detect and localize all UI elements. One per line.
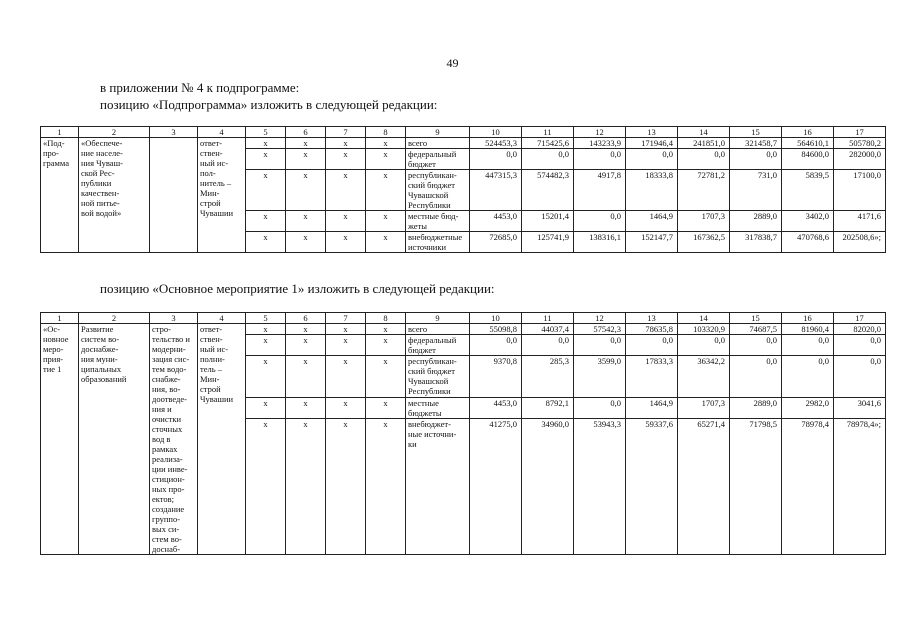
column-number: 4: [198, 127, 246, 138]
main-activity-table: [40, 312, 886, 555]
value-cell: 1464,9: [626, 397, 678, 418]
column-number: 1: [41, 127, 79, 138]
mark-cell: x: [366, 335, 406, 356]
value-cell: 65271,4: [678, 419, 730, 555]
value-cell: 0,0: [574, 149, 626, 170]
mark-cell: x: [246, 335, 286, 356]
mark-cell: x: [326, 397, 366, 418]
table-row: [41, 324, 886, 335]
value-cell: 34960,0: [522, 419, 574, 555]
value-cell: 3041,6: [834, 397, 886, 418]
value-cell: 0,0: [782, 356, 834, 397]
value-cell: 71798,5: [730, 419, 782, 555]
funding-source-cell: внебюджет- ные источни- ки: [406, 419, 470, 555]
value-cell: 72781,2: [678, 170, 730, 211]
value-cell: 8792,1: [522, 397, 574, 418]
mark-cell: x: [246, 232, 286, 253]
mark-cell: x: [326, 138, 366, 149]
value-cell: 1707,3: [678, 397, 730, 418]
executor-cell: ответ- ствен- ный ис- полни- тель – Мин- строй Чувашии: [198, 324, 246, 555]
mark-cell: x: [286, 138, 326, 149]
mark-cell: x: [286, 335, 326, 356]
mark-cell: x: [326, 335, 366, 356]
column-number: 7: [326, 127, 366, 138]
funding-source-cell: федеральный бюджет: [406, 335, 470, 356]
funding-source-cell: местные бюджеты: [406, 397, 470, 418]
executor-cell: ответ- ствен- ный ис- пол- нитель – Мин- строй Чувашии: [198, 138, 246, 253]
mark-cell: x: [326, 211, 366, 232]
column-number: 4: [198, 313, 246, 324]
name-cell: «Обеспече- ние населе- ния Чуваш- ской Рес- публики качествен- ной питье- вой водой»: [79, 138, 150, 253]
value-cell: 78978,4: [782, 419, 834, 555]
value-cell: 72685,0: [470, 232, 522, 253]
value-cell: 0,0: [522, 335, 574, 356]
column-number: 6: [286, 313, 326, 324]
value-cell: 470768,6: [782, 232, 834, 253]
value-cell: 0,0: [470, 149, 522, 170]
value-cell: 505780,2: [834, 138, 886, 149]
value-cell: 82020,0: [834, 324, 886, 335]
mark-cell: x: [286, 211, 326, 232]
value-cell: 53943,3: [574, 419, 626, 555]
value-cell: 321458,7: [730, 138, 782, 149]
funding-source-cell: всего: [406, 324, 470, 335]
mark-cell: x: [326, 324, 366, 335]
mark-cell: x: [366, 356, 406, 397]
value-cell: 0,0: [626, 335, 678, 356]
mark-cell: x: [286, 149, 326, 170]
value-cell: 0,0: [574, 397, 626, 418]
mark-cell: x: [366, 397, 406, 418]
value-cell: 524453,3: [470, 138, 522, 149]
value-cell: 574482,3: [522, 170, 574, 211]
value-cell: 167362,5: [678, 232, 730, 253]
value-cell: 0,0: [730, 335, 782, 356]
value-cell: 4453,0: [470, 211, 522, 232]
value-cell: 317838,7: [730, 232, 782, 253]
column-number: 14: [678, 313, 730, 324]
value-cell: 0,0: [626, 149, 678, 170]
value-cell: 4453,0: [470, 397, 522, 418]
mark-cell: x: [286, 324, 326, 335]
section2-heading: позицию «Основное мероприятие 1» изложить в следующей редакции:: [100, 281, 495, 296]
value-cell: 2982,0: [782, 397, 834, 418]
value-cell: 3402,0: [782, 211, 834, 232]
table-row: [41, 138, 886, 149]
value-cell: 138316,1: [574, 232, 626, 253]
column-number: 11: [522, 127, 574, 138]
page-number: 49: [446, 56, 459, 70]
value-cell: 1707,3: [678, 211, 730, 232]
intro-line-2: позицию «Подпрограмма» изложить в следующей редакции:: [100, 97, 438, 112]
value-cell: 152147,7: [626, 232, 678, 253]
value-cell: 202508,6»;: [834, 232, 886, 253]
mark-cell: x: [326, 149, 366, 170]
value-cell: 715425,6: [522, 138, 574, 149]
mark-cell: x: [286, 170, 326, 211]
mark-cell: x: [366, 324, 406, 335]
value-cell: 78635,8: [626, 324, 678, 335]
value-cell: 18333,8: [626, 170, 678, 211]
value-cell: 17833,3: [626, 356, 678, 397]
value-cell: 81960,4: [782, 324, 834, 335]
column-number: 16: [782, 127, 834, 138]
mark-cell: x: [286, 232, 326, 253]
value-cell: 55098,8: [470, 324, 522, 335]
subprogram-table: [40, 126, 886, 253]
value-cell: 5839,5: [782, 170, 834, 211]
column-number: 6: [286, 127, 326, 138]
value-cell: 171946,4: [626, 138, 678, 149]
value-cell: 9370,8: [470, 356, 522, 397]
mark-cell: x: [246, 397, 286, 418]
column-number: 9: [406, 127, 470, 138]
mark-cell: x: [246, 138, 286, 149]
value-cell: 41275,0: [470, 419, 522, 555]
funding-source-cell: всего: [406, 138, 470, 149]
mark-cell: x: [246, 149, 286, 170]
mark-cell: x: [246, 419, 286, 555]
value-cell: 57542,3: [574, 324, 626, 335]
value-cell: 447315,3: [470, 170, 522, 211]
status-cell: «Ос- новное меро- прия- тие 1: [41, 324, 79, 555]
value-cell: 103320,9: [678, 324, 730, 335]
mark-cell: x: [366, 419, 406, 555]
column-number: 3: [150, 127, 198, 138]
column-number-row: [41, 313, 886, 324]
column-number: 8: [366, 313, 406, 324]
value-cell: 0,0: [834, 335, 886, 356]
name-cell: Развитие систем во- доснабже- ния муни- ципальных образований: [79, 324, 150, 555]
column-number: 5: [246, 313, 286, 324]
value-cell: 2889,0: [730, 211, 782, 232]
column-number: 1: [41, 313, 79, 324]
value-cell: 0,0: [678, 149, 730, 170]
value-cell: 15201,4: [522, 211, 574, 232]
value-cell: 0,0: [470, 335, 522, 356]
column-number: 15: [730, 127, 782, 138]
column-number: 2: [79, 127, 150, 138]
value-cell: 0,0: [834, 356, 886, 397]
funding-source-cell: республикан- ский бюджет Чувашской Республики: [406, 170, 470, 211]
mark-cell: x: [366, 149, 406, 170]
column-number: 3: [150, 313, 198, 324]
mark-cell: x: [366, 138, 406, 149]
value-cell: 241851,0: [678, 138, 730, 149]
mark-cell: x: [246, 324, 286, 335]
funding-source-cell: внебюджетные источники: [406, 232, 470, 253]
column-number: 10: [470, 313, 522, 324]
column-number: 13: [626, 313, 678, 324]
value-cell: 4171,6: [834, 211, 886, 232]
mark-cell: x: [366, 211, 406, 232]
mark-cell: x: [326, 356, 366, 397]
value-cell: 74687,5: [730, 324, 782, 335]
column-number: 11: [522, 313, 574, 324]
column-number: 5: [246, 127, 286, 138]
column-number: 7: [326, 313, 366, 324]
mark-cell: x: [326, 170, 366, 211]
value-cell: 2889,0: [730, 397, 782, 418]
value-cell: 143233,9: [574, 138, 626, 149]
column-number: 17: [834, 127, 886, 138]
funding-source-cell: местные бюд- жеты: [406, 211, 470, 232]
value-cell: 0,0: [782, 335, 834, 356]
column-number: 8: [366, 127, 406, 138]
funding-source-cell: федеральный бюджет: [406, 149, 470, 170]
column-number-row: [41, 127, 886, 138]
mark-cell: x: [286, 419, 326, 555]
mark-cell: x: [326, 232, 366, 253]
column-number: 17: [834, 313, 886, 324]
value-cell: 17100,0: [834, 170, 886, 211]
value-cell: 36342,2: [678, 356, 730, 397]
value-cell: 1464,9: [626, 211, 678, 232]
column-number: 12: [574, 127, 626, 138]
intro-line-1: в приложении № 4 к подпрограмме:: [100, 80, 300, 95]
value-cell: 78978,4»;: [834, 419, 886, 555]
value-cell: 0,0: [522, 149, 574, 170]
value-cell: 0,0: [574, 335, 626, 356]
mark-cell: x: [286, 397, 326, 418]
value-cell: 3599,0: [574, 356, 626, 397]
value-cell: 59337,6: [626, 419, 678, 555]
value-cell: 0,0: [730, 149, 782, 170]
value-cell: 44037,4: [522, 324, 574, 335]
column-number: 16: [782, 313, 834, 324]
value-cell: 125741,9: [522, 232, 574, 253]
mark-cell: x: [246, 211, 286, 232]
mark-cell: x: [286, 356, 326, 397]
value-cell: 0,0: [730, 356, 782, 397]
mark-cell: x: [366, 170, 406, 211]
value-cell: 731,0: [730, 170, 782, 211]
column-number: 13: [626, 127, 678, 138]
funding-source-cell: республикан- ский бюджет Чувашской Республики: [406, 356, 470, 397]
value-cell: 0,0: [678, 335, 730, 356]
column-number: 15: [730, 313, 782, 324]
mark-cell: x: [246, 170, 286, 211]
value-cell: 564610,1: [782, 138, 834, 149]
mark-cell: x: [366, 232, 406, 253]
task-cell: стро- тельство и модерни- зация сис- тем водо- снабже- ния, во- доотведе- ния и очистки сточных вод в рамках реализа- ции инве- стицион- ных про- ектов; создание группо- вых си- стем во- доснаб-: [150, 324, 198, 555]
column-number: 14: [678, 127, 730, 138]
value-cell: 84600,0: [782, 149, 834, 170]
column-number: 2: [79, 313, 150, 324]
mark-cell: x: [326, 419, 366, 555]
column-number: 10: [470, 127, 522, 138]
mark-cell: x: [246, 356, 286, 397]
column-number: 12: [574, 313, 626, 324]
value-cell: 285,3: [522, 356, 574, 397]
value-cell: 282000,0: [834, 149, 886, 170]
column-number: 9: [406, 313, 470, 324]
value-cell: 4917,8: [574, 170, 626, 211]
task-cell: [150, 138, 198, 253]
value-cell: 0,0: [574, 211, 626, 232]
status-cell: «Под- про- грамма: [41, 138, 79, 253]
